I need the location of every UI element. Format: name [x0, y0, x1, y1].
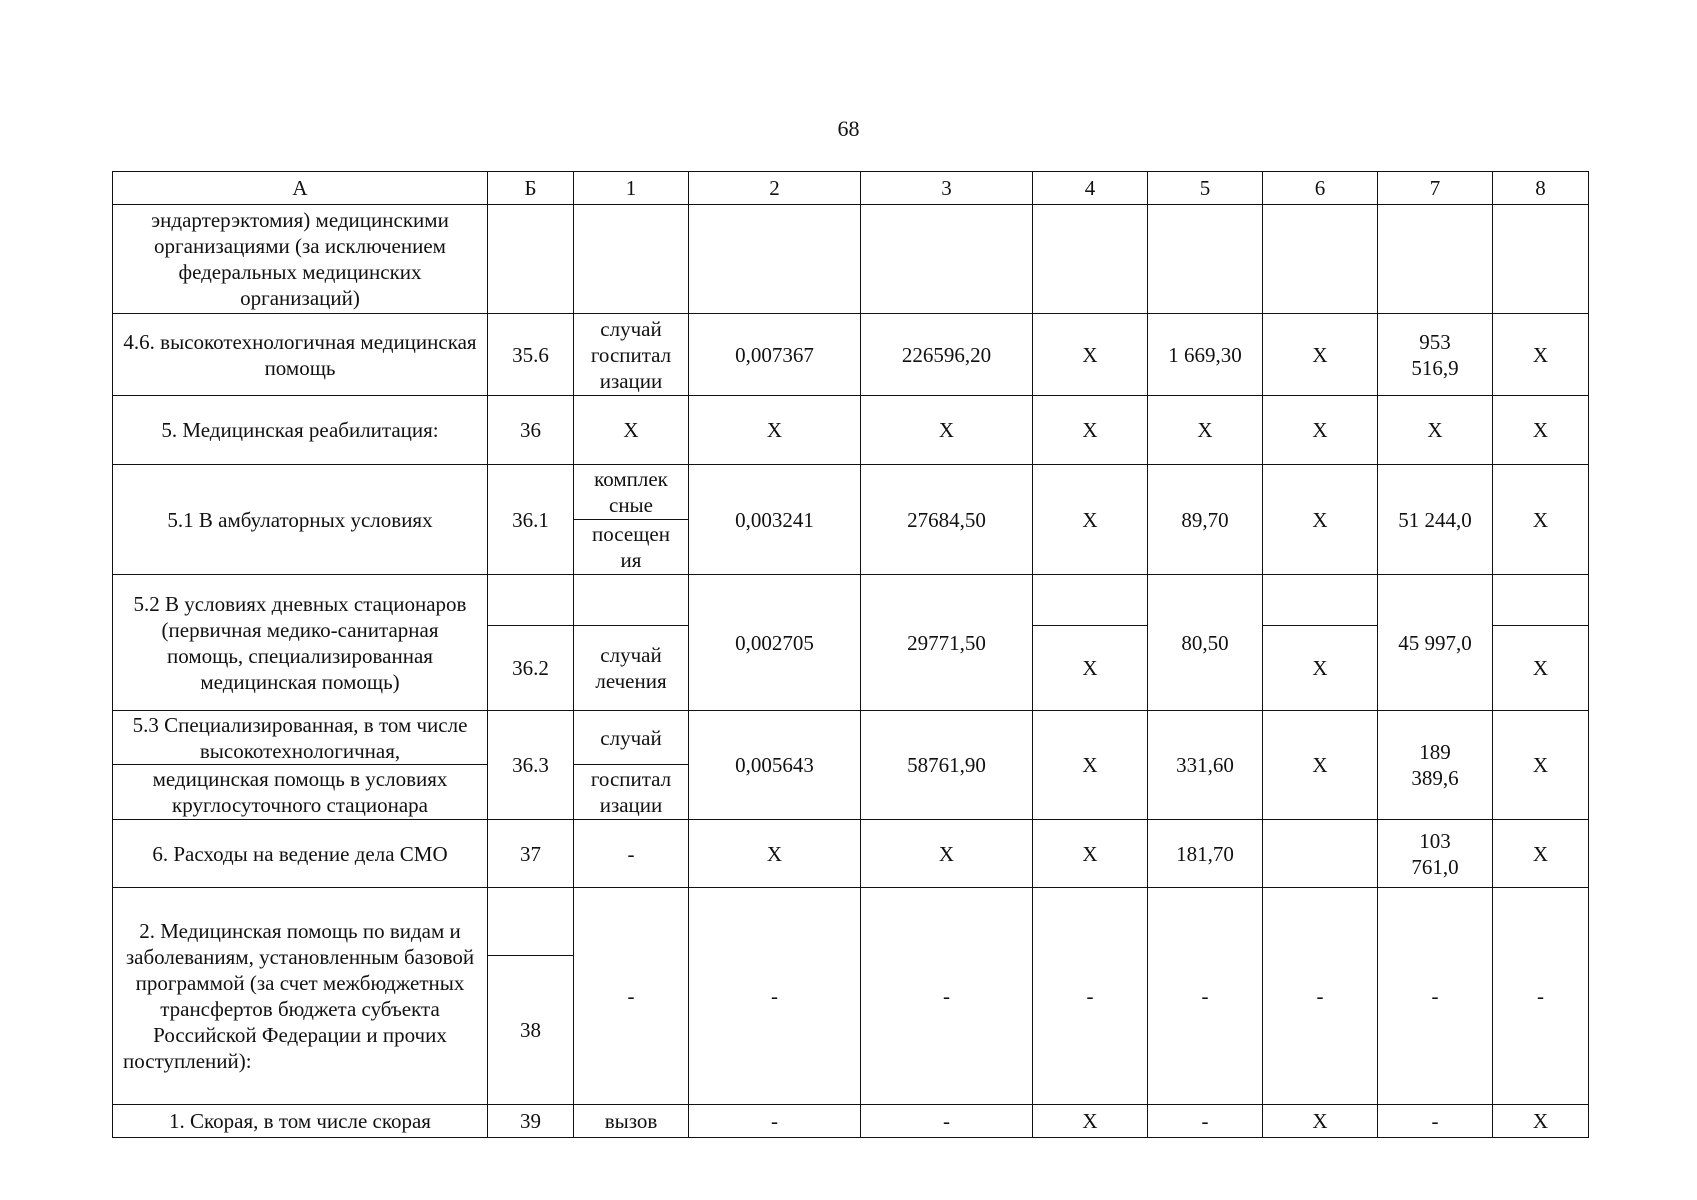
- value-cell: Х: [1493, 820, 1589, 888]
- unit-cell: -: [574, 820, 689, 888]
- unit-cell: -: [574, 888, 689, 1105]
- table-row: [113, 1105, 1589, 1138]
- value-cell: -: [861, 888, 1033, 1105]
- empty-cell: [574, 575, 689, 626]
- value-cell: -: [1378, 1105, 1493, 1138]
- value-cell: Х: [1263, 626, 1378, 711]
- value-cell: Х: [1033, 465, 1148, 575]
- table-row: [113, 465, 1589, 520]
- row-name: 5.3 Специализированная, в том числе высокотехнологичная,: [113, 711, 488, 765]
- row-name: медицинская помощь в условиях круглосуточного стационара: [113, 765, 488, 820]
- value-cell: Х: [1493, 465, 1589, 575]
- value-cell: 0,002705: [689, 575, 861, 711]
- value-cell: Х: [1493, 711, 1589, 820]
- value-cell: Х: [689, 396, 861, 465]
- table-row: [113, 888, 1589, 956]
- empty-cell: [861, 205, 1033, 314]
- empty-cell: [574, 205, 689, 314]
- line-code: 39: [488, 1105, 574, 1138]
- value-cell: Х: [861, 396, 1033, 465]
- row-name: 2. Медицинская помощь по видам и заболеваниям, установленным базовой программой (за счет межбюджетных трансфертов бюджета субъекта Российской Федерации и прочих поступлений):: [113, 888, 488, 1105]
- value-cell: 331,60: [1148, 711, 1263, 820]
- line-code: 36.2: [488, 626, 574, 711]
- value-cell: 80,50: [1148, 575, 1263, 711]
- col-header-1: 1: [574, 172, 689, 205]
- value-cell: 58761,90: [861, 711, 1033, 820]
- unit-cell: вызов: [574, 1105, 689, 1138]
- value-cell: -: [1378, 888, 1493, 1105]
- empty-cell: [488, 888, 574, 956]
- empty-cell: [1493, 575, 1589, 626]
- value-cell: -: [1033, 888, 1148, 1105]
- value-cell: Х: [1033, 820, 1148, 888]
- value-cell: 1 669,30: [1148, 314, 1263, 396]
- line-code: 36.1: [488, 465, 574, 575]
- empty-cell: [1033, 575, 1148, 626]
- value-cell: Х: [1033, 314, 1148, 396]
- value-cell: 51 244,0: [1378, 465, 1493, 575]
- empty-cell: [1378, 205, 1493, 314]
- value-cell: Х: [1493, 1105, 1589, 1138]
- value-cell: 27684,50: [861, 465, 1033, 575]
- table-row: [113, 575, 1589, 626]
- value-cell: Х: [689, 820, 861, 888]
- value-cell: Х: [1148, 396, 1263, 465]
- data-table: [112, 171, 1589, 1138]
- table-row: [113, 711, 1589, 765]
- row-name: 5.2 В условиях дневных стационаров (первичная медико-санитарная помощь, специализированная медицинская помощь): [113, 575, 488, 711]
- value-cell: Х: [1378, 396, 1493, 465]
- value-cell: 953 516,9: [1378, 314, 1493, 396]
- col-header-4: 4: [1033, 172, 1148, 205]
- empty-cell: [689, 205, 861, 314]
- value-cell: -: [1148, 1105, 1263, 1138]
- value-cell: -: [689, 1105, 861, 1138]
- row-name: 5. Медицинская реабилитация:: [113, 396, 488, 465]
- unit-cell: случай: [574, 711, 689, 765]
- row-name: 1. Скорая, в том числе скорая: [113, 1105, 488, 1138]
- unit-cell: госпитал изации: [574, 765, 689, 820]
- value-cell: Х: [1493, 626, 1589, 711]
- col-header-3: 3: [861, 172, 1033, 205]
- line-code: 36: [488, 396, 574, 465]
- empty-cell: [1148, 205, 1263, 314]
- unit-cell: комплек сные: [574, 465, 689, 520]
- col-header-7: 7: [1378, 172, 1493, 205]
- header-row: [113, 172, 1589, 205]
- value-cell: -: [1263, 888, 1378, 1105]
- col-header-6: 6: [1263, 172, 1378, 205]
- value-cell: 181,70: [1148, 820, 1263, 888]
- col-header-a: А: [113, 172, 488, 205]
- row-name: эндартерэктомия) медицинскими организациями (за исключением федеральных медицинских организаций): [113, 205, 488, 314]
- value-cell: Х: [1033, 711, 1148, 820]
- value-cell: 0,003241: [689, 465, 861, 575]
- row-name: 4.6. высокотехнологичная медицинская помощь: [113, 314, 488, 396]
- page-number: 68: [837, 116, 860, 141]
- value-cell: Х: [1263, 465, 1378, 575]
- value-cell: Х: [1263, 396, 1378, 465]
- value-cell: 0,005643: [689, 711, 861, 820]
- value-cell: 0,007367: [689, 314, 861, 396]
- value-cell: 103 761,0: [1378, 820, 1493, 888]
- unit-cell: посещен ия: [574, 520, 689, 575]
- unit-cell: Х: [574, 396, 689, 465]
- unit-cell: случай госпитал изации: [574, 314, 689, 396]
- unit-cell: случай лечения: [574, 626, 689, 711]
- line-code: 36.3: [488, 711, 574, 820]
- value-cell: -: [689, 888, 861, 1105]
- value-cell: [1263, 820, 1378, 888]
- line-code: 38: [488, 956, 574, 1105]
- empty-cell: [488, 205, 574, 314]
- col-header-8: 8: [1493, 172, 1589, 205]
- value-cell: -: [861, 1105, 1033, 1138]
- value-cell: 45 997,0: [1378, 575, 1493, 711]
- value-cell: Х: [1033, 626, 1148, 711]
- value-cell: Х: [1493, 314, 1589, 396]
- value-cell: -: [1148, 888, 1263, 1105]
- value-cell: Х: [1263, 1105, 1378, 1138]
- empty-cell: [1263, 575, 1378, 626]
- line-code: 35.6: [488, 314, 574, 396]
- empty-cell: [1263, 205, 1378, 314]
- col-header-2: 2: [689, 172, 861, 205]
- value-cell: Х: [861, 820, 1033, 888]
- empty-cell: [1493, 205, 1589, 314]
- table-row: [113, 205, 1589, 314]
- table-row: [113, 314, 1589, 396]
- value-cell: Х: [1263, 314, 1378, 396]
- row-name: 5.1 В амбулаторных условиях: [113, 465, 488, 575]
- value-cell: Х: [1033, 396, 1148, 465]
- empty-cell: [488, 575, 574, 626]
- table-container: [112, 171, 1588, 1138]
- empty-cell: [1033, 205, 1148, 314]
- value-cell: 189 389,6: [1378, 711, 1493, 820]
- col-header-b: Б: [488, 172, 574, 205]
- value-cell: 29771,50: [861, 575, 1033, 711]
- value-cell: 89,70: [1148, 465, 1263, 575]
- line-code: 37: [488, 820, 574, 888]
- table-row: [113, 820, 1589, 888]
- row-name: 6. Расходы на ведение дела СМО: [113, 820, 488, 888]
- value-cell: Х: [1033, 1105, 1148, 1138]
- table-row: [113, 396, 1589, 465]
- col-header-5: 5: [1148, 172, 1263, 205]
- value-cell: -: [1493, 888, 1589, 1105]
- value-cell: 226596,20: [861, 314, 1033, 396]
- value-cell: Х: [1263, 711, 1378, 820]
- value-cell: Х: [1493, 396, 1589, 465]
